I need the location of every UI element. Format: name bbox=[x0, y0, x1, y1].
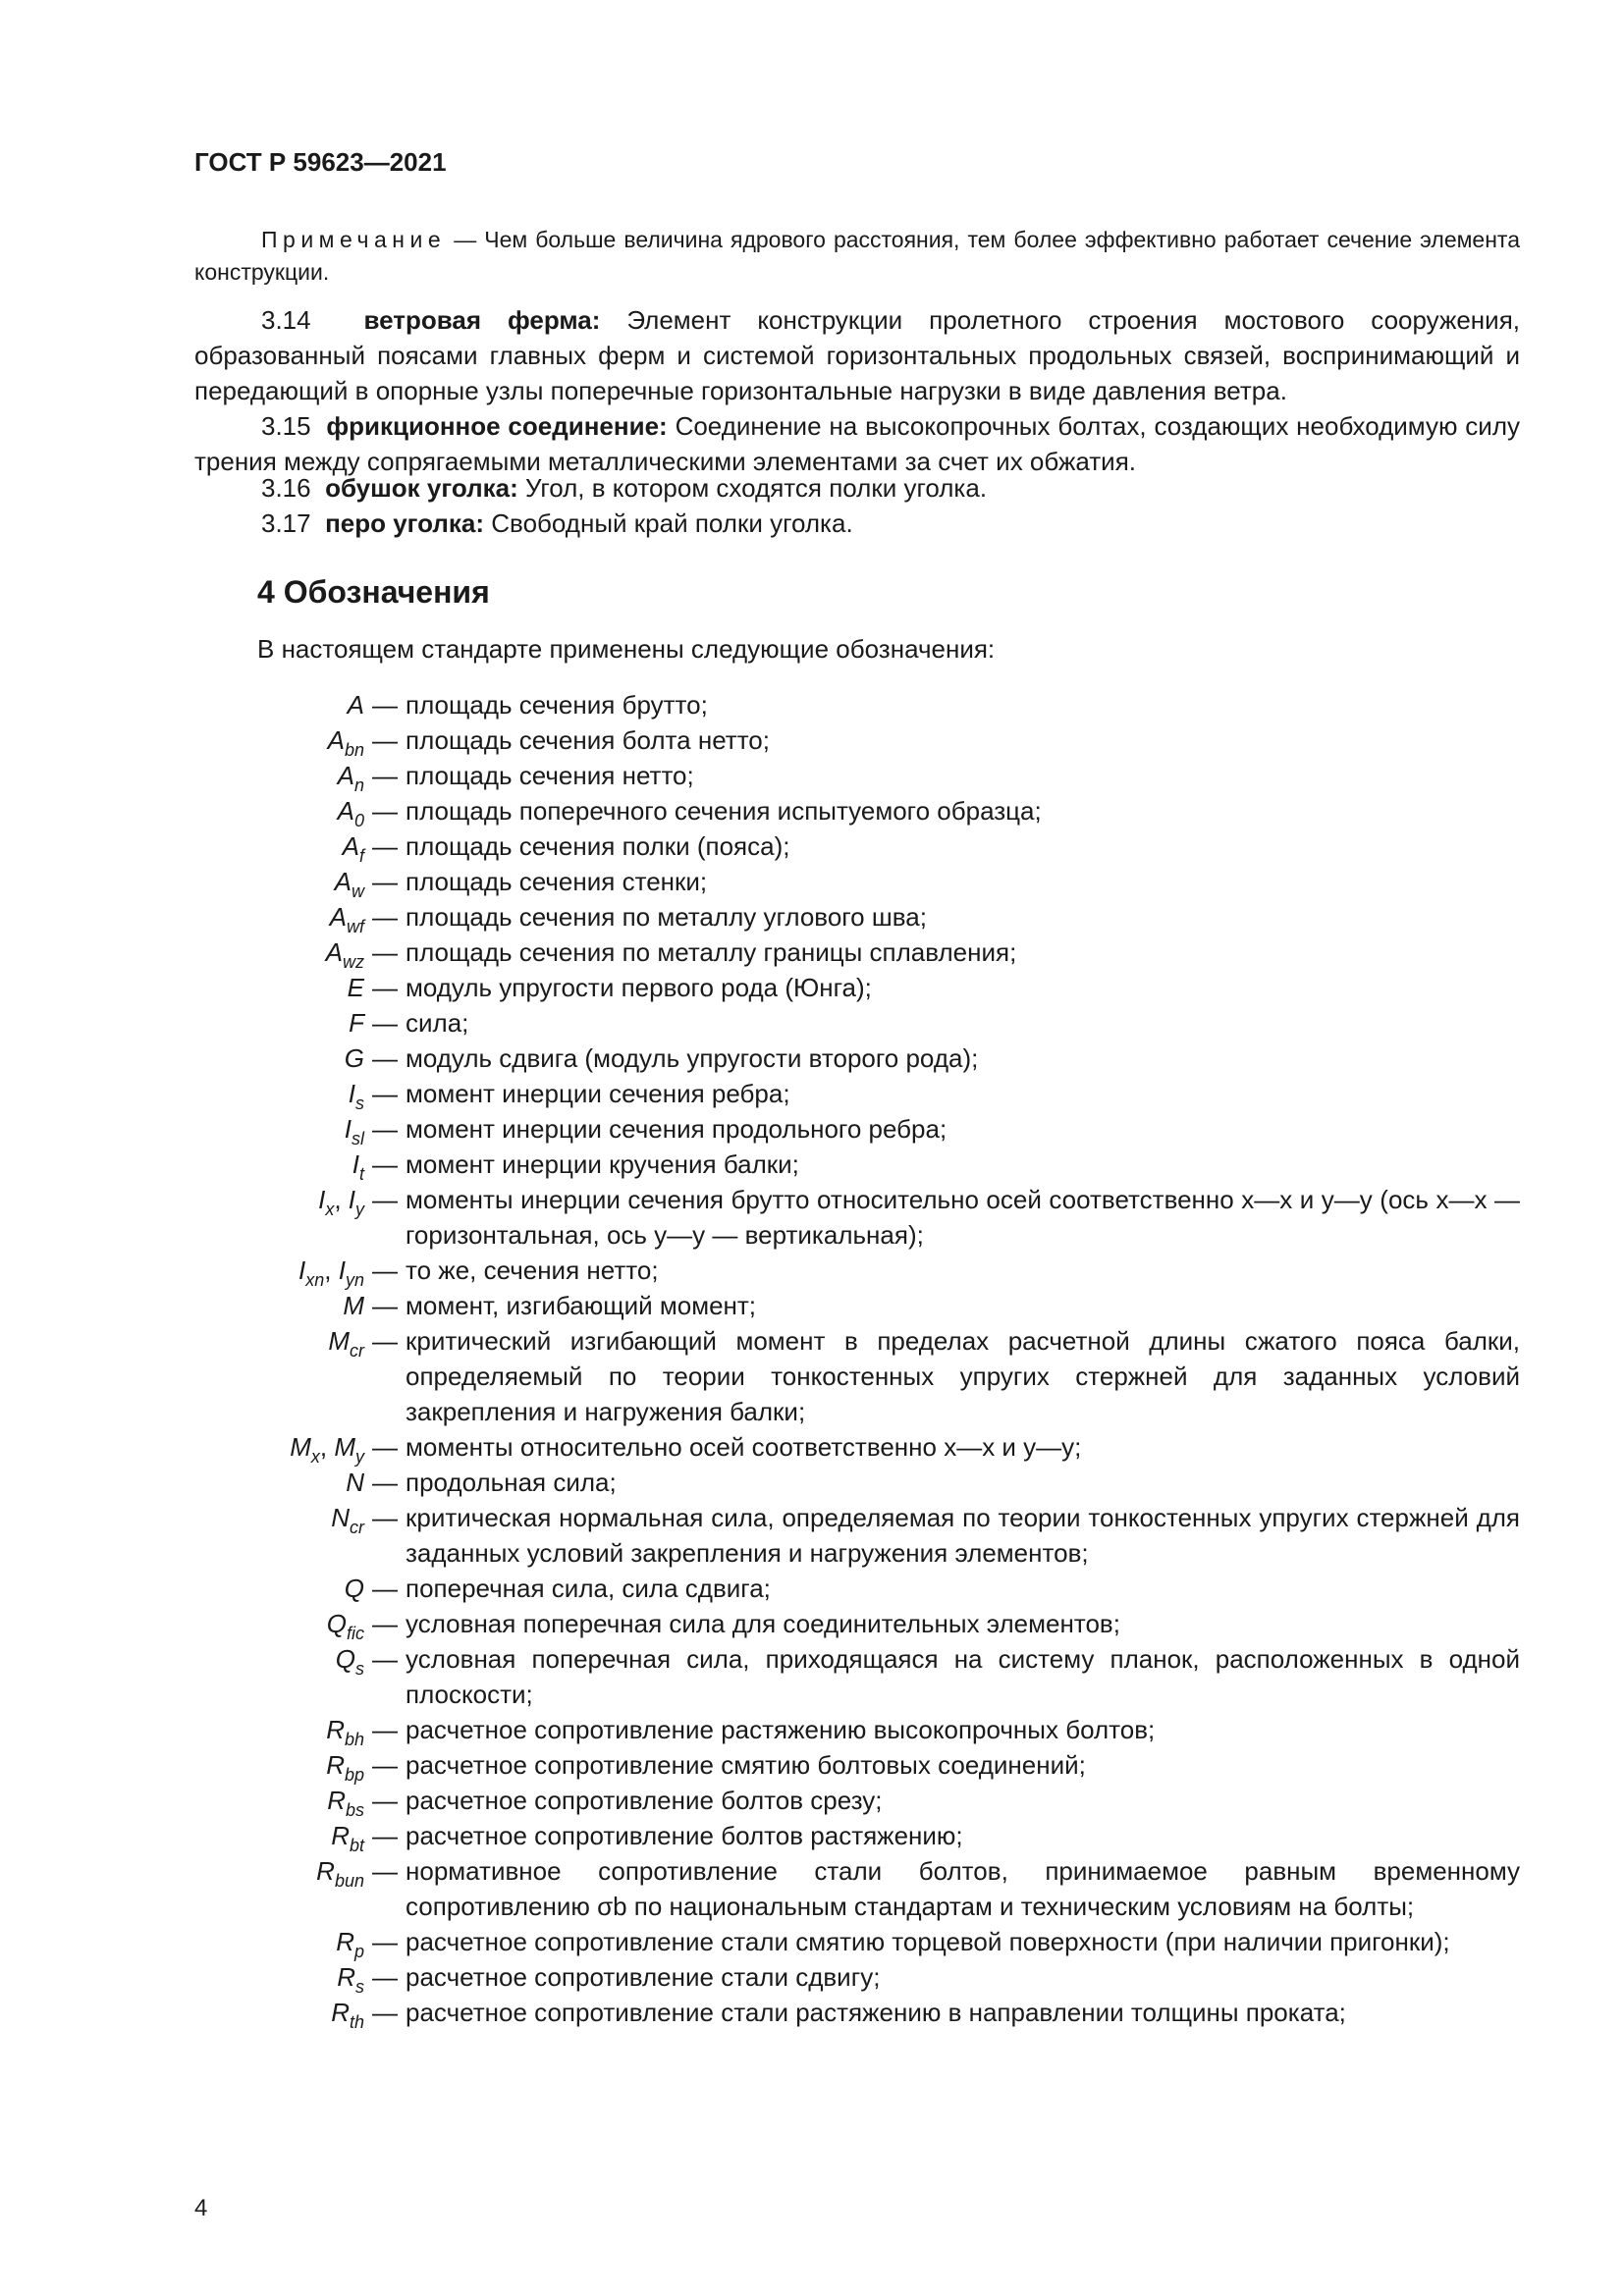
definition-3-14 bbox=[194, 302, 1520, 408]
symbol-row bbox=[194, 864, 1520, 899]
symbol: $A_n$ bbox=[337, 761, 364, 795]
symbol-row bbox=[194, 1465, 1520, 1500]
symbol: $R_{bh}$ bbox=[326, 1715, 364, 1749]
symbol: $R_{th}$ bbox=[331, 1998, 364, 2032]
symbol-row bbox=[194, 758, 1520, 793]
symbol: $Q_{fic}$ bbox=[326, 1609, 364, 1643]
em-dash: — bbox=[372, 1468, 398, 1497]
symbol-row bbox=[194, 1500, 1520, 1571]
symbol: F bbox=[349, 1008, 364, 1038]
definition-number: 3.17 bbox=[261, 508, 311, 538]
symbol-row bbox=[194, 1005, 1520, 1041]
em-dash: — bbox=[372, 902, 398, 932]
symbol: Q bbox=[344, 1574, 364, 1603]
symbol-description: модуль сдвига (модуль упругости второго рода); bbox=[406, 1043, 979, 1073]
symbol: $I_{xn}$, $I_{yn}$ bbox=[298, 1255, 364, 1290]
note-text: — Чем больше величина ядрового расстояния, тем более эффективно работает сечение элемента конструкции. bbox=[194, 227, 1520, 285]
definition-term: фрикционное соединение: bbox=[326, 411, 668, 441]
symbol-description: момент инерции сечения продольного ребра; bbox=[406, 1114, 947, 1144]
em-dash: — bbox=[372, 1255, 398, 1285]
em-dash: — bbox=[372, 1114, 398, 1144]
definition-3-15 bbox=[194, 408, 1520, 479]
symbol: $M_x$, $M_y$ bbox=[290, 1432, 364, 1467]
em-dash: — bbox=[372, 1750, 398, 1780]
symbol-description: моменты инерции сечения брутто относительно осей соответственно x—x и y—y (ось x—x — горизонтальная, ось y—y — вертикальная); bbox=[406, 1185, 1520, 1250]
symbol-description: площадь сечения полки (пояса); bbox=[406, 831, 790, 861]
symbol-description: расчетное сопротивление болтов растяжению; bbox=[406, 1821, 963, 1850]
symbol-description: площадь сечения болта нетто; bbox=[406, 725, 770, 755]
em-dash: — bbox=[372, 937, 398, 967]
em-dash: — bbox=[372, 1927, 398, 1956]
em-dash: — bbox=[372, 1574, 398, 1603]
symbol-row bbox=[194, 722, 1520, 758]
symbol-row bbox=[194, 1995, 1520, 2030]
symbol-row bbox=[194, 1571, 1520, 1606]
symbol-description: момент инерции кручения балки; bbox=[406, 1149, 799, 1179]
symbol-description: продольная сила; bbox=[406, 1468, 617, 1497]
symbol-row bbox=[194, 1288, 1520, 1323]
symbol: $A_f$ bbox=[342, 831, 364, 866]
em-dash: — bbox=[372, 1998, 398, 2027]
definition-text: Соединение на высокопрочных болтах, создающих необходимую силу трения между сопрягаемыми металлическими элементами за счет их обжатия. bbox=[194, 411, 1521, 476]
symbol-description: площадь поперечного сечения испытуемого образца; bbox=[406, 796, 1042, 826]
symbol: $R_{bt}$ bbox=[331, 1821, 364, 1855]
section-title: 4 Обозначения bbox=[257, 574, 490, 610]
symbol-description: то же, сечения нетто; bbox=[406, 1255, 659, 1285]
em-dash: — bbox=[372, 1644, 398, 1674]
definition-text: Элемент конструкции пролетного строения мостового сооружения, образованный поясами главных ферм и системой горизонтальных продольных связей, воспринимающий и передающий в опорные узлы поперечные горизонтальные нагрузки в виде давления ветра. bbox=[194, 305, 1520, 405]
symbol-row bbox=[194, 1041, 1520, 1076]
symbol-description: поперечная сила, сила сдвига; bbox=[406, 1574, 771, 1603]
page-number: 4 bbox=[194, 2195, 208, 2221]
em-dash: — bbox=[372, 1856, 398, 1886]
symbol-description: расчетное сопротивление болтов срезу; bbox=[406, 1786, 883, 1815]
definition-text: Угол, в котором сходятся полки уголка. bbox=[517, 473, 988, 503]
symbol-description: момент, изгибающий момент; bbox=[406, 1291, 757, 1320]
symbol: $R_s$ bbox=[337, 1962, 364, 1997]
symbol-description: момент инерции сечения ребра; bbox=[406, 1079, 790, 1108]
symbol-row bbox=[194, 828, 1520, 864]
symbol: M bbox=[343, 1291, 364, 1320]
symbol-description: критический изгибающий момент в пределах расчетной длины сжатого пояса балки, определяемый по теории тонкостенных упругих стержней для заданных условий закрепления и нагружения балки; bbox=[406, 1326, 1520, 1426]
symbol-row bbox=[194, 1641, 1520, 1712]
symbol-description: условная поперечная сила, приходящаяся на систему планок, расположенных в одной плоскости; bbox=[406, 1644, 1520, 1709]
em-dash: — bbox=[372, 1079, 398, 1108]
symbol: $N_{cr}$ bbox=[331, 1503, 364, 1537]
em-dash: — bbox=[372, 690, 398, 720]
definition-number: 3.14 bbox=[261, 305, 311, 335]
em-dash: — bbox=[372, 1149, 398, 1179]
em-dash: — bbox=[372, 1291, 398, 1320]
symbol: $M_{cr}$ bbox=[328, 1326, 364, 1361]
em-dash: — bbox=[372, 796, 398, 826]
symbol-row bbox=[194, 1111, 1520, 1147]
em-dash: — bbox=[372, 1609, 398, 1638]
symbol-description: площадь сечения по металлу границы сплавления; bbox=[406, 937, 1017, 967]
symbol-row bbox=[194, 1818, 1520, 1853]
definition-number: 3.15 bbox=[261, 411, 311, 441]
symbol-row bbox=[194, 1147, 1520, 1182]
symbol-row bbox=[194, 1606, 1520, 1641]
symbol: $A_0$ bbox=[337, 796, 364, 830]
symbol-row bbox=[194, 1253, 1520, 1288]
symbol: $R_{bs}$ bbox=[327, 1786, 364, 1820]
symbol-description: расчетное сопротивление стали смятию торцевой поверхности (при наличии пригонки); bbox=[406, 1927, 1450, 1956]
note-label: Примечание bbox=[261, 227, 447, 252]
symbol-row bbox=[194, 1959, 1520, 1995]
definition-3-16 bbox=[194, 470, 1520, 506]
section-intro: В настоящем стандарте применены следующие обозначения: bbox=[257, 634, 996, 664]
definition-term: ветровая ферма: bbox=[363, 305, 601, 335]
symbol-description: нормативное сопротивление стали болтов, принимаемое равным временному сопротивлению σb по национальным стандартам и техническим условиям на болты; bbox=[406, 1856, 1520, 1921]
symbol-description: площадь сечения нетто; bbox=[406, 761, 694, 790]
symbol: $I_x$, $I_y$ bbox=[318, 1185, 364, 1219]
symbol-row bbox=[194, 687, 1520, 722]
em-dash: — bbox=[372, 831, 398, 861]
symbol: E bbox=[347, 973, 364, 1002]
symbol: $Q_s$ bbox=[335, 1644, 364, 1679]
symbol-row bbox=[194, 1853, 1520, 1924]
em-dash: — bbox=[372, 1185, 398, 1214]
symbol-row bbox=[194, 1182, 1520, 1253]
em-dash: — bbox=[372, 725, 398, 755]
symbol: $R_{bp}$ bbox=[326, 1750, 364, 1785]
symbol-description: расчетное сопротивление смятию болтовых соединений; bbox=[406, 1750, 1086, 1780]
em-dash: — bbox=[372, 1962, 398, 1992]
symbol-description: расчетное сопротивление растяжению высокопрочных болтов; bbox=[406, 1715, 1156, 1744]
definition-text: Свободный край полки уголка. bbox=[484, 508, 853, 538]
em-dash: — bbox=[372, 867, 398, 896]
symbol: G bbox=[344, 1043, 364, 1073]
symbol-row bbox=[194, 970, 1520, 1005]
symbol-description: расчетное сопротивление стали сдвигу; bbox=[406, 1962, 881, 1992]
em-dash: — bbox=[372, 1008, 398, 1038]
symbol: N bbox=[346, 1468, 364, 1497]
em-dash: — bbox=[372, 1326, 398, 1356]
symbol-description: модуль упругости первого рода (Юнга); bbox=[406, 973, 872, 1002]
symbol-row bbox=[194, 1924, 1520, 1959]
definition-term: перо уголка: bbox=[325, 508, 485, 538]
symbol-description: площадь сечения по металлу углового шва; bbox=[406, 902, 927, 932]
em-dash: — bbox=[372, 973, 398, 1002]
symbol: $A_w$ bbox=[334, 867, 364, 901]
symbol-row bbox=[194, 934, 1520, 970]
note-paragraph bbox=[194, 224, 1520, 289]
em-dash: — bbox=[372, 1043, 398, 1073]
symbol: A bbox=[347, 690, 364, 720]
symbol: $A_{wf}$ bbox=[329, 902, 364, 936]
em-dash: — bbox=[372, 1786, 398, 1815]
symbol-description: критическая нормальная сила, определяемая по теории тонкостенных упругих стержней для заданных условий закрепления и нагружения элементов; bbox=[406, 1503, 1520, 1568]
em-dash: — bbox=[372, 1432, 398, 1462]
em-dash: — bbox=[372, 761, 398, 790]
symbol-row bbox=[194, 1429, 1520, 1465]
symbol-description: сила; bbox=[406, 1008, 469, 1038]
symbol-description: моменты относительно осей соответственно x—x и y—y; bbox=[406, 1432, 1082, 1462]
symbol-row bbox=[194, 793, 1520, 828]
em-dash: — bbox=[372, 1715, 398, 1744]
symbol-description: условная поперечная сила для соединительных элементов; bbox=[406, 1609, 1120, 1638]
definition-term: обушок уголка: bbox=[325, 473, 518, 503]
symbol: $A_{wz}$ bbox=[325, 937, 364, 972]
symbol-row bbox=[194, 1712, 1520, 1747]
symbol-list bbox=[194, 687, 1520, 2030]
document-code: ГОСТ Р 59623—2021 bbox=[194, 147, 447, 177]
symbol-row bbox=[194, 1323, 1520, 1429]
symbol-row bbox=[194, 1747, 1520, 1783]
symbol: $I_t$ bbox=[352, 1149, 364, 1184]
symbol-description: площадь сечения брутто; bbox=[406, 690, 708, 720]
symbol-row bbox=[194, 1783, 1520, 1818]
symbol: $A_{bn}$ bbox=[327, 725, 364, 760]
symbol: $R_{bun}$ bbox=[316, 1856, 364, 1891]
em-dash: — bbox=[372, 1821, 398, 1850]
symbol-row bbox=[194, 899, 1520, 934]
em-dash: — bbox=[372, 1503, 398, 1532]
symbol-description: расчетное сопротивление стали растяжению в направлении толщины проката; bbox=[406, 1998, 1346, 2027]
symbol: $I_s$ bbox=[348, 1079, 364, 1113]
symbol-row bbox=[194, 1076, 1520, 1111]
definition-number: 3.16 bbox=[261, 473, 311, 503]
definition-3-17 bbox=[194, 506, 1520, 541]
symbol-description: площадь сечения стенки; bbox=[406, 867, 708, 896]
symbol: $R_p$ bbox=[336, 1927, 364, 1961]
symbol: $I_{sl}$ bbox=[344, 1114, 364, 1148]
